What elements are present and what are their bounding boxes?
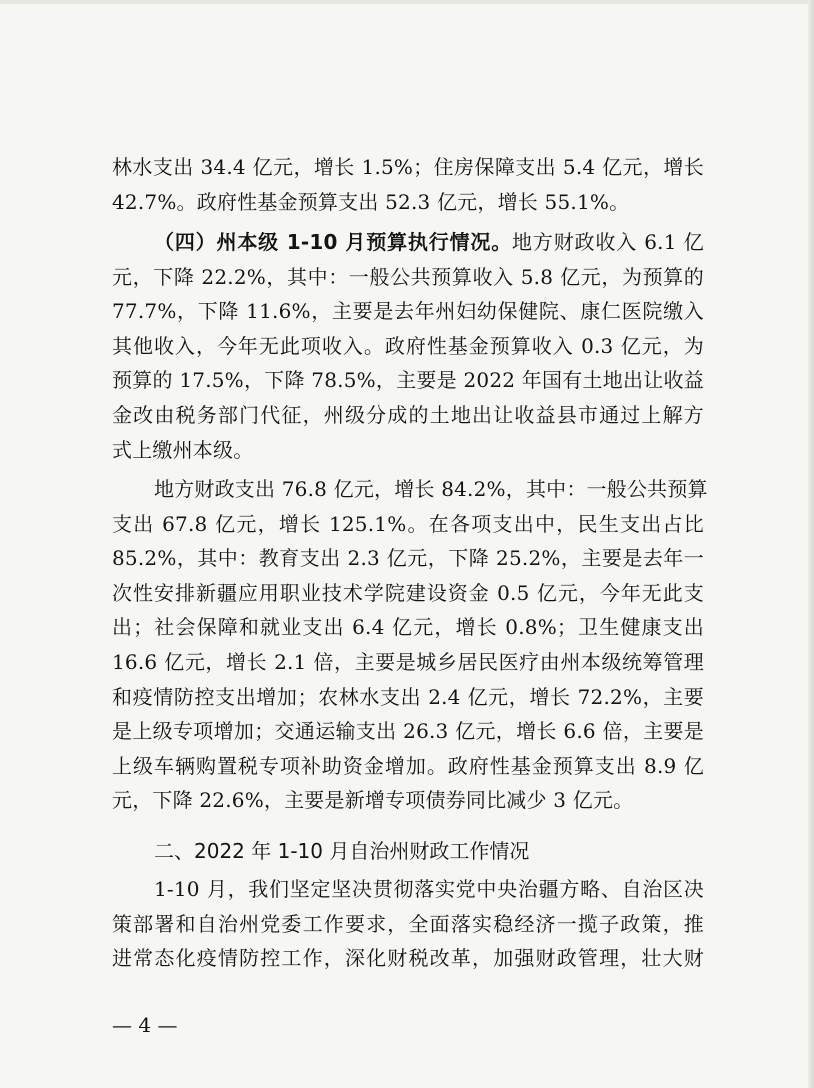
- text-line: 77.7%，下降 11.6%，主要是去年州妇幼保健院、康仁医院缴入: [112, 299, 704, 324]
- section-heading-two: [112, 834, 704, 869]
- text-line: 支出 67.8 亿元，增长 125.1%。在各项支出中，民生支出占比: [112, 511, 704, 536]
- text-line: 次性安排新疆应用职业技术学院建设资金 0.5 亿元，今年无此支: [112, 580, 704, 605]
- paragraph-continuation: [112, 150, 704, 219]
- text-line: 上级车辆购置税专项补助资金增加。政府性基金预算支出 8.9 亿: [112, 753, 704, 778]
- text-line: 和疫情防控支出增加；农林水支出 2.4 亿元，增长 72.2%，主要: [112, 684, 704, 709]
- text-line: 16.6 亿元，增长 2.1 倍，主要是城乡居民医疗由州本级统筹管理: [112, 649, 704, 674]
- text-line: 预算的 17.5%，下降 78.5%，主要是 2022 年国有土地出让收益: [112, 368, 704, 393]
- text-line: 策部署和自治州党委工作要求，全面落实稳经济一揽子政策，推: [112, 911, 704, 936]
- text-line: 进常态化疫情防控工作，深化财税改革，加强财政管理，壮大财: [112, 946, 704, 971]
- text-line: 元，下降 22.6%，主要是新增专项债券同比减少 3 亿元。: [112, 788, 634, 813]
- scan-right-edge: [808, 0, 814, 1088]
- paragraph-prefecture-budget: [112, 225, 704, 467]
- text-line: 出；社会保障和就业支出 6.4 亿元，增长 0.8%；卫生健康支出: [112, 615, 704, 640]
- page-number: — 4 —: [112, 1013, 178, 1037]
- text-line: 林水支出 34.4 亿元，增长 1.5%；住房保障支出 5.4 亿元，增长: [112, 155, 704, 179]
- text-line: 其他收入，今年无此项收入。政府性基金预算收入 0.3 亿元，为: [112, 333, 704, 358]
- text-line: 85.2%，其中：教育支出 2.3 亿元，下降 25.2%，主要是去年一: [112, 546, 704, 571]
- text-line: 是上级专项增加；交通运输支出 26.3 亿元，增长 6.6 倍，主要是: [112, 719, 704, 744]
- paragraph-expenditure: [112, 472, 708, 818]
- scan-top-edge: [0, 0, 814, 4]
- section-heading-four: （四）州本级 1-10 月预算执行情况。: [154, 230, 513, 254]
- section-lead-text: 地方财政收入 6.1 亿: [512, 230, 704, 254]
- text-line: 地方财政支出 76.8 亿元，增长 84.2%，其中：一般公共预算: [154, 477, 708, 501]
- paragraph-work-overview: [112, 872, 704, 976]
- text-line: 1-10 月，我们坚定坚决贯彻落实党中央治疆方略、自治区决: [154, 877, 704, 901]
- section-title: 二、2022 年 1-10 月自治州财政工作情况: [154, 839, 530, 863]
- text-line: 元，下降 22.2%，其中：一般公共预算收入 5.8 亿元，为预算的: [112, 264, 704, 289]
- text-line: 金改由税务部门代征，州级分成的土地出让收益县市通过上解方: [112, 402, 704, 427]
- text-line: 42.7%。政府性基金预算支出 52.3 亿元，增长 55.1%。: [112, 189, 630, 214]
- section-lead-line: [112, 225, 704, 260]
- text-line: 式上缴州本级。: [112, 437, 254, 462]
